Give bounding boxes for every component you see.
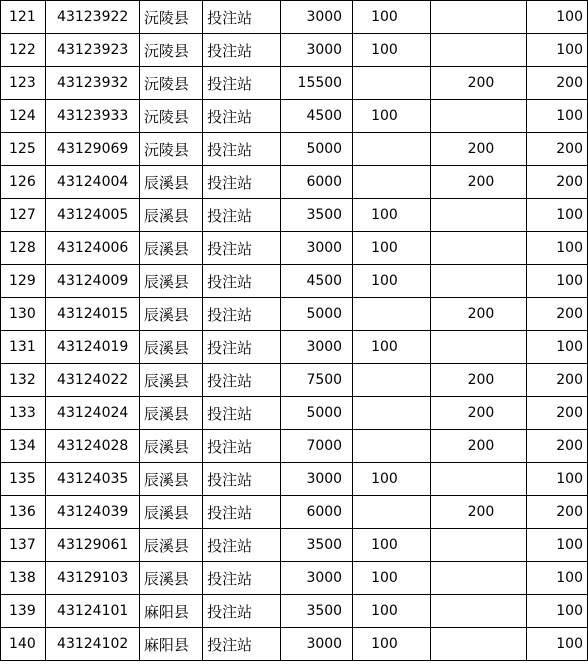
award-100-cell: 100 [353,463,431,496]
award-200-cell: 200 [430,298,527,331]
sales-cell: 6000 [281,496,353,529]
site-code-cell: 43123922 [46,1,139,34]
table-row [1,430,588,463]
row-number-cell: 123 [1,67,46,100]
award-200-cell [430,463,527,496]
total-cell: 100 [527,232,588,265]
type-cell: 投注站 [203,166,281,199]
table-row [1,331,588,364]
table-body [1,1,588,661]
type-cell: 投注站 [203,1,281,34]
site-code-cell: 43124101 [46,595,139,628]
sales-cell: 3500 [281,595,353,628]
total-cell: 100 [527,529,588,562]
site-code-cell: 43124009 [46,265,139,298]
award-200-cell [430,199,527,232]
total-cell: 100 [527,265,588,298]
award-100-cell [353,298,431,331]
type-cell: 投注站 [203,232,281,265]
table-row [1,529,588,562]
table-row [1,166,588,199]
row-number-cell: 132 [1,364,46,397]
award-100-cell: 100 [353,331,431,364]
site-code-cell: 43124022 [46,364,139,397]
sales-cell: 5000 [281,133,353,166]
award-100-cell [353,166,431,199]
sales-cell: 7000 [281,430,353,463]
row-number-cell: 125 [1,133,46,166]
total-cell: 100 [527,100,588,133]
type-cell: 投注站 [203,397,281,430]
total-cell: 200 [527,364,588,397]
award-100-cell [353,133,431,166]
row-number-cell: 128 [1,232,46,265]
sales-cell: 7500 [281,364,353,397]
county-cell: 麻阳县 [139,595,202,628]
total-cell: 100 [527,331,588,364]
site-code-cell: 43129069 [46,133,139,166]
award-200-cell [430,529,527,562]
table-row [1,496,588,529]
county-cell: 沅陵县 [139,34,202,67]
site-code-cell: 43124006 [46,232,139,265]
award-200-cell: 200 [430,430,527,463]
sales-cell: 5000 [281,397,353,430]
county-cell: 辰溪县 [139,199,202,232]
award-100-cell: 100 [353,1,431,34]
award-100-cell: 100 [353,34,431,67]
award-100-cell [353,364,431,397]
county-cell: 辰溪县 [139,364,202,397]
type-cell: 投注站 [203,331,281,364]
county-cell: 辰溪县 [139,496,202,529]
award-200-cell [430,562,527,595]
award-200-cell: 200 [430,133,527,166]
award-100-cell [353,430,431,463]
sales-cell: 6000 [281,166,353,199]
site-code-cell: 43124035 [46,463,139,496]
award-100-cell: 100 [353,628,431,661]
award-200-cell [430,265,527,298]
type-cell: 投注站 [203,529,281,562]
table-row [1,595,588,628]
total-cell: 100 [527,1,588,34]
site-code-cell: 43123932 [46,67,139,100]
sales-cell: 3000 [281,562,353,595]
sales-cell: 3000 [281,463,353,496]
award-100-cell: 100 [353,100,431,133]
row-number-cell: 140 [1,628,46,661]
award-100-cell [353,67,431,100]
sales-cell: 3000 [281,232,353,265]
award-200-cell: 200 [430,166,527,199]
award-200-cell [430,1,527,34]
award-100-cell: 100 [353,595,431,628]
county-cell: 辰溪县 [139,397,202,430]
award-200-cell [430,628,527,661]
site-code-cell: 43129103 [46,562,139,595]
site-code-cell: 43123923 [46,34,139,67]
type-cell: 投注站 [203,463,281,496]
site-code-cell: 43124102 [46,628,139,661]
award-200-cell: 200 [430,496,527,529]
county-cell: 辰溪县 [139,562,202,595]
county-cell: 辰溪县 [139,166,202,199]
sales-cell: 3000 [281,628,353,661]
award-200-cell [430,100,527,133]
type-cell: 投注站 [203,364,281,397]
site-code-cell: 43124024 [46,397,139,430]
county-cell: 辰溪县 [139,232,202,265]
county-cell: 沅陵县 [139,67,202,100]
total-cell: 100 [527,562,588,595]
type-cell: 投注站 [203,67,281,100]
award-200-cell [430,595,527,628]
award-100-cell: 100 [353,199,431,232]
type-cell: 投注站 [203,628,281,661]
total-cell: 200 [527,133,588,166]
type-cell: 投注站 [203,265,281,298]
table-row [1,298,588,331]
county-cell: 麻阳县 [139,628,202,661]
table-row [1,232,588,265]
county-cell: 辰溪县 [139,463,202,496]
type-cell: 投注站 [203,199,281,232]
table-row [1,133,588,166]
table-row [1,364,588,397]
row-number-cell: 136 [1,496,46,529]
table-row [1,67,588,100]
sales-cell: 3500 [281,199,353,232]
sales-cell: 4500 [281,265,353,298]
row-number-cell: 130 [1,298,46,331]
type-cell: 投注站 [203,496,281,529]
row-number-cell: 139 [1,595,46,628]
site-code-cell: 43124005 [46,199,139,232]
county-cell: 辰溪县 [139,331,202,364]
table-row [1,34,588,67]
award-200-cell [430,34,527,67]
site-code-cell: 43129061 [46,529,139,562]
table-row [1,463,588,496]
type-cell: 投注站 [203,562,281,595]
sales-cell: 5000 [281,298,353,331]
table-row [1,265,588,298]
sales-cell: 3000 [281,34,353,67]
total-cell: 100 [527,463,588,496]
county-cell: 沅陵县 [139,1,202,34]
row-number-cell: 126 [1,166,46,199]
row-number-cell: 133 [1,397,46,430]
row-number-cell: 131 [1,331,46,364]
total-cell: 100 [527,628,588,661]
total-cell: 200 [527,496,588,529]
row-number-cell: 137 [1,529,46,562]
table-row [1,562,588,595]
row-number-cell: 135 [1,463,46,496]
site-code-cell: 43124028 [46,430,139,463]
row-number-cell: 129 [1,265,46,298]
award-200-cell: 200 [430,364,527,397]
county-cell: 辰溪县 [139,430,202,463]
sales-cell: 3000 [281,1,353,34]
award-100-cell [353,496,431,529]
row-number-cell: 124 [1,100,46,133]
total-cell: 100 [527,595,588,628]
award-100-cell [353,397,431,430]
site-code-cell: 43123933 [46,100,139,133]
site-code-cell: 43124039 [46,496,139,529]
row-number-cell: 138 [1,562,46,595]
award-200-cell [430,232,527,265]
sales-cell: 4500 [281,100,353,133]
award-100-cell: 100 [353,562,431,595]
total-cell: 200 [527,298,588,331]
award-200-cell: 200 [430,397,527,430]
site-code-cell: 43124004 [46,166,139,199]
table-row [1,628,588,661]
award-100-cell: 100 [353,529,431,562]
table-row [1,100,588,133]
county-cell: 辰溪县 [139,298,202,331]
table-row [1,397,588,430]
total-cell: 200 [527,397,588,430]
county-cell: 沅陵县 [139,100,202,133]
sales-cell: 15500 [281,67,353,100]
row-number-cell: 127 [1,199,46,232]
award-200-cell: 200 [430,67,527,100]
type-cell: 投注站 [203,133,281,166]
sales-cell: 3000 [281,331,353,364]
county-cell: 沅陵县 [139,133,202,166]
award-200-cell [430,331,527,364]
type-cell: 投注站 [203,298,281,331]
county-cell: 辰溪县 [139,265,202,298]
type-cell: 投注站 [203,430,281,463]
award-100-cell: 100 [353,265,431,298]
site-code-cell: 43124015 [46,298,139,331]
award-100-cell: 100 [353,232,431,265]
type-cell: 投注站 [203,595,281,628]
total-cell: 200 [527,166,588,199]
total-cell: 200 [527,67,588,100]
table-row [1,199,588,232]
row-number-cell: 134 [1,430,46,463]
total-cell: 100 [527,34,588,67]
sales-cell: 3500 [281,529,353,562]
total-cell: 200 [527,430,588,463]
total-cell: 100 [527,199,588,232]
row-number-cell: 121 [1,1,46,34]
table-row [1,1,588,34]
type-cell: 投注站 [203,34,281,67]
county-cell: 辰溪县 [139,529,202,562]
type-cell: 投注站 [203,100,281,133]
row-number-cell: 122 [1,34,46,67]
site-code-cell: 43124019 [46,331,139,364]
